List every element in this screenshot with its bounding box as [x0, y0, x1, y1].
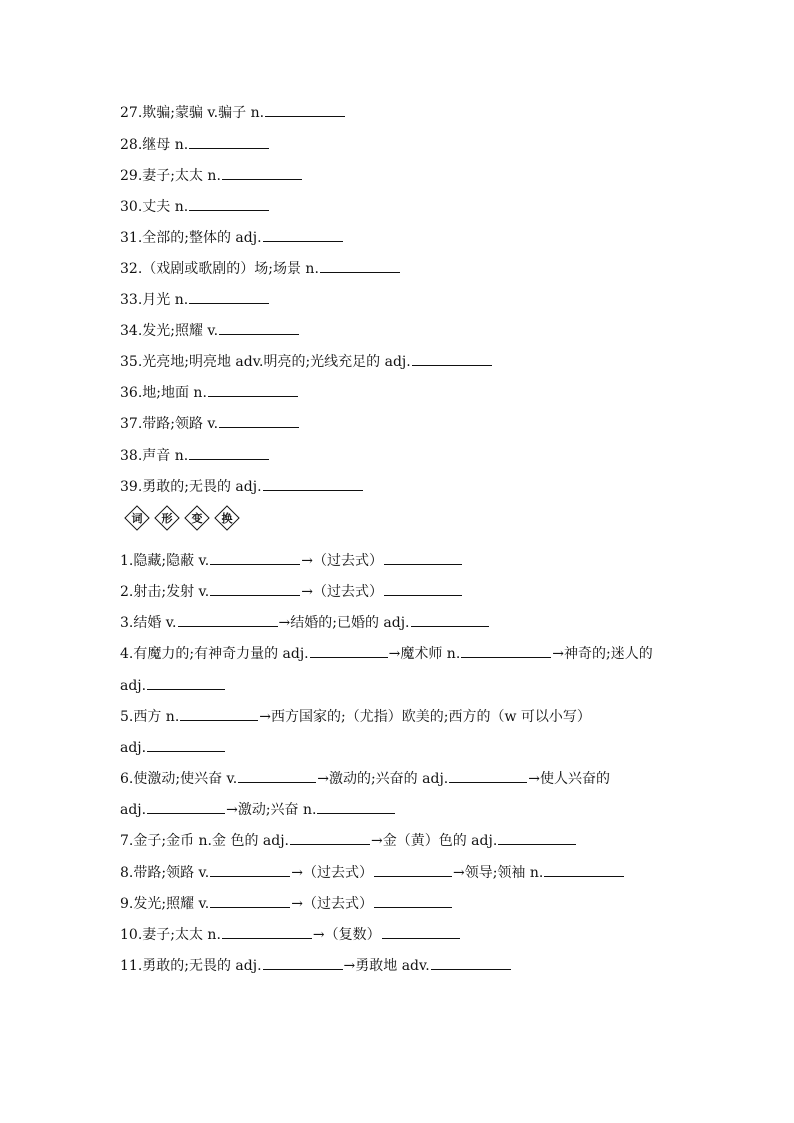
- badge-diamond: [124, 505, 150, 531]
- item-29: [120, 165, 303, 186]
- badge-diamond: [154, 505, 180, 531]
- form-item-6-cont: [120, 799, 396, 820]
- badge-diamond: [214, 505, 240, 531]
- form-text: →使人兴奋的: [528, 771, 610, 787]
- form-text: →激动;兴奋 n.: [226, 802, 317, 818]
- answer-blank[interactable]: [210, 893, 290, 908]
- answer-blank[interactable]: [263, 476, 363, 491]
- answer-blank[interactable]: [147, 737, 225, 752]
- item-38: [120, 445, 270, 466]
- form-item-10: [120, 924, 461, 945]
- answer-blank[interactable]: [210, 862, 290, 877]
- item-31: [120, 227, 344, 248]
- badge-char: 换: [221, 512, 233, 525]
- form-text: 11.勇敢的;无畏的 adj.: [120, 958, 262, 974]
- item-34: [120, 320, 300, 341]
- answer-blank[interactable]: [461, 643, 551, 658]
- item-32-text: 32.（戏剧或歌剧的）场;场景 n.: [120, 261, 319, 277]
- form-text: 8.带路;领路 v.: [120, 865, 210, 881]
- form-text: →领导;领袖 n.: [452, 865, 544, 881]
- answer-blank[interactable]: [374, 862, 452, 877]
- answer-blank[interactable]: [544, 862, 624, 877]
- answer-blank[interactable]: [222, 924, 312, 939]
- item-36-text: 36.地;地面 n.: [120, 385, 207, 401]
- item-39-text: 39.勇敢的;无畏的 adj.: [120, 479, 262, 495]
- answer-blank[interactable]: [317, 799, 395, 814]
- item-28-text: 28.继母 n.: [120, 137, 189, 153]
- form-text: 6.使激动;使兴奋 v.: [120, 771, 238, 787]
- form-text: 2.射击;发射 v.: [120, 584, 210, 600]
- form-item-3: [120, 612, 490, 633]
- form-text: 9.发光;照耀 v.: [120, 896, 210, 912]
- item-37-text: 37.带路;领路 v.: [120, 416, 219, 432]
- item-38-text: 38.声音 n.: [120, 448, 189, 464]
- form-text: →（过去式）: [301, 584, 383, 600]
- answer-blank[interactable]: [219, 413, 299, 428]
- item-33: [120, 289, 270, 310]
- form-text: adj.: [120, 740, 147, 756]
- answer-blank[interactable]: [189, 196, 269, 211]
- item-37: [120, 413, 300, 434]
- item-28: [120, 134, 270, 155]
- item-31-text: 31.全部的;整体的 adj.: [120, 230, 262, 246]
- badge-char: 词: [131, 512, 143, 525]
- item-32: [120, 258, 401, 279]
- form-text: 7.金子;金币 n.金 色的 adj.: [120, 833, 289, 849]
- answer-blank[interactable]: [382, 924, 460, 939]
- answer-blank[interactable]: [263, 955, 343, 970]
- answer-blank[interactable]: [431, 955, 511, 970]
- answer-blank[interactable]: [147, 675, 225, 690]
- section-badge-word-forms: [124, 505, 240, 531]
- form-item-11: [120, 955, 512, 976]
- form-item-9: [120, 893, 453, 914]
- form-text: adj.: [120, 802, 147, 818]
- form-item-6: [120, 768, 610, 789]
- answer-blank[interactable]: [219, 320, 299, 335]
- form-item-4-cont: [120, 675, 226, 696]
- form-text: →魔术师 n.: [388, 646, 461, 662]
- form-item-4: [120, 643, 653, 664]
- answer-blank[interactable]: [290, 830, 370, 845]
- answer-blank[interactable]: [208, 382, 298, 397]
- form-text: →金（黄）色的 adj.: [371, 833, 498, 849]
- answer-blank[interactable]: [412, 351, 492, 366]
- item-34-text: 34.发光;照耀 v.: [120, 323, 219, 339]
- answer-blank[interactable]: [320, 258, 400, 273]
- badge-diamond: [184, 505, 210, 531]
- form-text: →结婚的;已婚的 adj.: [278, 615, 410, 631]
- item-39: [120, 476, 364, 497]
- item-35-text: 35.光亮地;明亮地 adv.明亮的;光线充足的 adj.: [120, 354, 411, 370]
- form-text: →西方国家的;（尤指）欧美的;西方的（w 可以小写）: [259, 709, 591, 725]
- answer-blank[interactable]: [222, 165, 302, 180]
- form-item-1: [120, 550, 463, 571]
- form-item-7: [120, 830, 577, 851]
- answer-blank[interactable]: [210, 550, 300, 565]
- form-text: →（过去式）: [291, 865, 373, 881]
- item-33-text: 33.月光 n.: [120, 292, 189, 308]
- answer-blank[interactable]: [384, 581, 462, 596]
- answer-blank[interactable]: [189, 445, 269, 460]
- answer-blank[interactable]: [384, 550, 462, 565]
- answer-blank[interactable]: [449, 768, 527, 783]
- item-36: [120, 382, 299, 403]
- item-27: [120, 102, 346, 123]
- form-text: 1.隐藏;隐蔽 v.: [120, 553, 210, 569]
- item-27-text: 27.欺骗;蒙骗 v.骗子 n.: [120, 105, 265, 121]
- answer-blank[interactable]: [210, 581, 300, 596]
- badge-char: 形: [161, 512, 173, 525]
- form-text: 10.妻子;太太 n.: [120, 927, 221, 943]
- answer-blank[interactable]: [178, 612, 278, 627]
- answer-blank[interactable]: [265, 102, 345, 117]
- answer-blank[interactable]: [498, 830, 576, 845]
- item-30: [120, 196, 270, 217]
- form-text: 4.有魔力的;有神奇力量的 adj.: [120, 646, 309, 662]
- form-text: →激动的;兴奋的 adj.: [317, 771, 449, 787]
- form-item-2: [120, 581, 463, 602]
- form-text: →（过去式）: [301, 553, 383, 569]
- form-item-5: [120, 706, 591, 727]
- form-text: →勇敢地 adv.: [343, 958, 430, 974]
- answer-blank[interactable]: [263, 227, 343, 242]
- answer-blank[interactable]: [189, 134, 269, 149]
- answer-blank[interactable]: [411, 612, 489, 627]
- answer-blank[interactable]: [180, 706, 258, 721]
- item-35: [120, 351, 493, 372]
- form-text: 5.西方 n.: [120, 709, 180, 725]
- answer-blank[interactable]: [238, 768, 316, 783]
- answer-blank[interactable]: [147, 799, 225, 814]
- form-text: →（复数）: [312, 927, 381, 943]
- answer-blank[interactable]: [374, 893, 452, 908]
- item-30-text: 30.丈夫 n.: [120, 199, 189, 215]
- form-item-5-cont: [120, 737, 226, 758]
- answer-blank[interactable]: [189, 289, 269, 304]
- answer-blank[interactable]: [310, 643, 388, 658]
- item-29-text: 29.妻子;太太 n.: [120, 168, 221, 184]
- form-text: adj.: [120, 678, 147, 694]
- form-item-8: [120, 862, 625, 883]
- form-text: →（过去式）: [291, 896, 373, 912]
- form-text: →神奇的;迷人的: [552, 646, 653, 662]
- form-text: 3.结婚 v.: [120, 615, 177, 631]
- badge-char: 变: [191, 512, 203, 525]
